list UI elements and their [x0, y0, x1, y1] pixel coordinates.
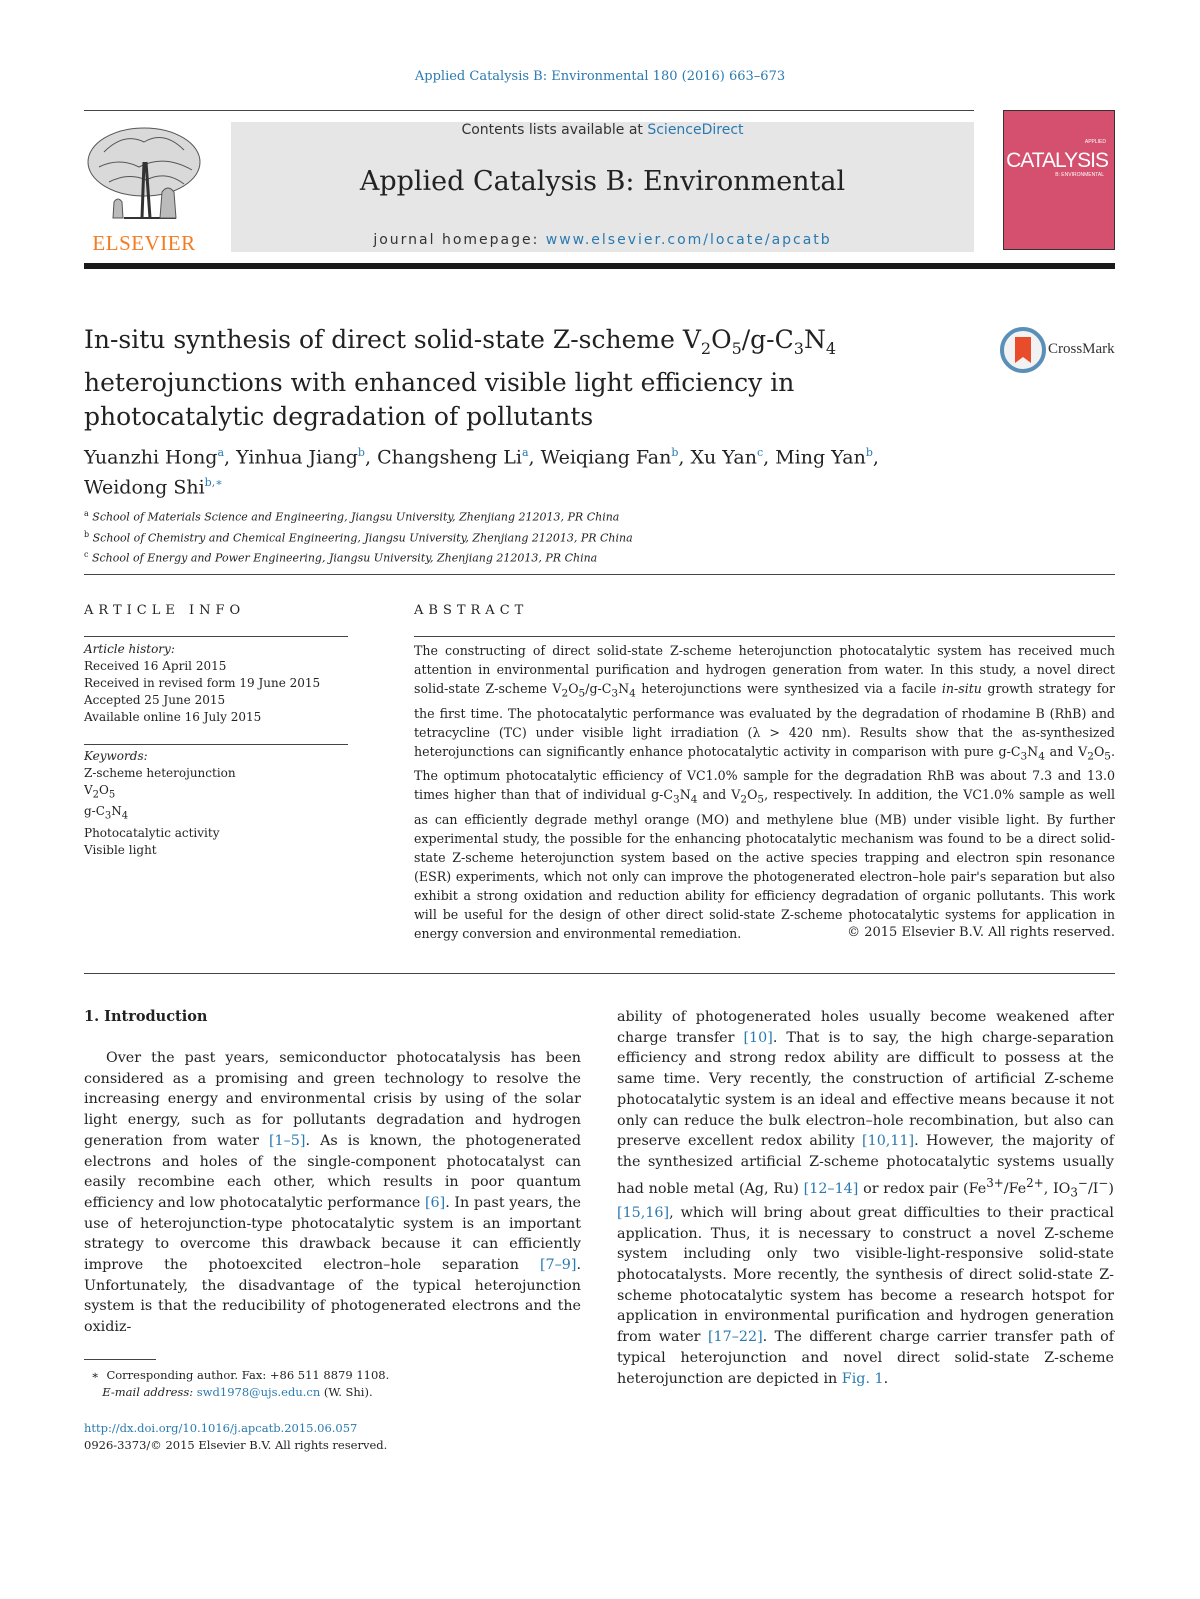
- affiliation-list: [84, 505, 984, 567]
- author-affiliation-marker[interactable]: b: [357, 446, 365, 459]
- body-rule: [84, 973, 1115, 974]
- homepage-line: [231, 232, 974, 248]
- doi-block: [84, 1420, 484, 1454]
- citation-link[interactable]: [1–5]: [268, 1132, 306, 1149]
- history-item: Accepted 25 June 2015: [84, 693, 226, 707]
- citation-link[interactable]: [12–14]: [803, 1180, 859, 1197]
- email-line: [84, 1384, 484, 1401]
- journal-cover[interactable]: [1003, 110, 1115, 250]
- sciencedirect-link[interactable]: ScienceDirect: [647, 122, 744, 138]
- info-rule: [84, 744, 348, 745]
- header-thick-rule: [84, 263, 1115, 269]
- journal-citation[interactable]: Applied Catalysis B: Environmental 180 (2016) 663–673: [414, 69, 786, 84]
- cover-top-text: APPLIED: [1084, 139, 1106, 145]
- author-affiliation-marker[interactable]: a: [521, 446, 529, 459]
- author-affiliation-marker[interactable]: b,∗: [204, 476, 223, 490]
- affiliation-key: b: [84, 529, 90, 539]
- title-line-1: In-situ synthesis of direct solid-state Z-scheme $V_2O_5/g-C_3N_4$: [84, 325, 837, 358]
- author-separator: ,: [528, 446, 541, 469]
- section-rule: [84, 574, 1115, 575]
- affiliation-key: c: [84, 550, 89, 560]
- abstract-text: The constructing of direct solid-state Z-scheme heterojunction photocatalytic system has received much attention in environmental purification and hydrogen generation from water. In this study, a novel direct solid-state Z-scheme $V_2O_5/g-C_3N_4$ heterojunctions were synthesized via a facile in-situ growth strategy for the first time. The photocatalytic performance was evaluated by the degradation of rhodamine B (RhB) and tetracycline (TC) under visible light irradiation (λ > 420 nm). Results show that the as-synthesized heterojunctions can significantly enhance photocatalytic activity in comparison with pure $g-C_3N_4$ and $V_2O_5$. The optimum photocatalytic efficiency of VC1.0% sample for the degradation RhB was about 7.3 and 13.0 times higher than that of individual $g-C_3N_4$ and $V_2O_5$, respectively. In addition, the VC1.0% sample as well as can efficiently degrade methyl orange (MO) and methylene blue (MB) under visible light. By further experimental study, the possible for the enhancing photocatalytic mechanism was found to be a direct solid-state Z-scheme heterojunction system based on the active species trapping and electron spin resonance (ESR) experiments, which not only can improve the photogenerated electron–hole pair's separation but also exhibit a strong oxidation and reduction ability for efficiency degradation of organic pollutants. This work will be useful for the design of other direct solid-state Z-scheme photocatalytic systems for application in energy conversion and environmental remediation.: [414, 643, 1115, 941]
- contents-line: [231, 122, 974, 138]
- title-line-3: photocatalytic degradation of pollutants: [84, 402, 594, 431]
- keyword-item: Z-scheme heterojunction: [84, 766, 236, 780]
- author-separator: ,: [763, 446, 776, 469]
- keyword-item: $g-C_3N_4$: [84, 804, 129, 822]
- author-affiliation-marker[interactable]: c: [756, 446, 764, 459]
- author-affiliation-marker[interactable]: a: [217, 446, 225, 459]
- header-rule: [84, 110, 974, 111]
- crossmark-label: CrossMark: [1048, 341, 1115, 357]
- author-name[interactable]: Xu Yan: [690, 446, 757, 469]
- history-item: Received 16 April 2015: [84, 659, 227, 673]
- intro-column-left: Over the past years, semiconductor photocatalysis has been considered as a promising and green technology to resolve the increasing energy and environmental crisis by using of the solar light energy, such as for pollutants degradation and hydrogen generation from water [1–5]. As is known, the photogenerated electrons and holes of the single-component photocatalyst can easily recombine each other, which results in poor quantum efficiency and low photocatalytic performance [6]. In past years, the use of heterojunction-type photocatalytic system is an important strategy to overcome this drawback because it can efficiently improve the photoexcited electron–hole separation [7–9]. Unfortunately, the disadvantage of the typical heterojunction system is that the reducibility of photogenerated electrons and the oxidiz-: [84, 1050, 582, 1336]
- tree-icon: [84, 122, 204, 230]
- title-line-1-text: In-situ synthesis of direct solid-state Z-scheme V: [84, 325, 701, 354]
- affiliation: [84, 505, 984, 526]
- author-affiliation-marker[interactable]: b: [671, 446, 679, 459]
- author-name[interactable]: Ming Yan: [775, 446, 866, 469]
- history-item: Received in revised form 19 June 2015: [84, 676, 321, 690]
- keyword-item: $V_2O_5$: [84, 783, 116, 801]
- corresponding-text: Corresponding author. Fax: +86 511 8879 1108.: [106, 1368, 390, 1382]
- abstract-copyright: © 2015 Elsevier B.V. All rights reserved.: [847, 925, 1115, 940]
- journal-masthead: [231, 122, 974, 252]
- journal-title: Applied Catalysis B: Environmental: [359, 166, 846, 197]
- citation-link[interactable]: [10,11]: [862, 1133, 915, 1150]
- footnote-rule: [84, 1359, 156, 1360]
- cover-subtitle: B: ENVIRONMENTAL: [1055, 172, 1104, 178]
- keyword-item: Visible light: [84, 842, 157, 857]
- keyword-item: Photocatalytic activity: [84, 825, 220, 840]
- issn-line: 0926-3373/© 2015 Elsevier B.V. All rights reserved.: [84, 1438, 388, 1452]
- author-name[interactable]: Yuanzhi Hong: [84, 446, 218, 469]
- keywords-label: Keywords:: [84, 749, 148, 763]
- citation-link[interactable]: [15,16]: [617, 1204, 670, 1221]
- email-suffix: (W. Shi).: [320, 1385, 373, 1399]
- footnote: [84, 1367, 484, 1401]
- article-history: [84, 641, 354, 726]
- author-separator: ,: [872, 446, 879, 469]
- abstract-heading: ABSTRACT: [414, 603, 529, 618]
- figure-link[interactable]: Fig. 1: [841, 1370, 884, 1387]
- contents-prefix: Contents lists available at: [461, 122, 648, 138]
- affiliation: [84, 546, 984, 567]
- author-name[interactable]: Weiqiang Fan: [540, 446, 672, 469]
- intro-column-right: ability of photogenerated holes usually become weakened after charge transfer [10]. That is to say, the high charge-separation efficiency and strong redox ability are difficult to possess at the same time. Very recently, the construction of artificial Z-scheme photocatalytic system is an ideal and effective means because it not only can reduce the bulk electron–hole recombination, but also can preserve excellent redox ability [10,11]. However, the majority of the synthesized artificial Z-scheme photocatalytic systems usually had noble metal (Ag, Ru) [12–14] or redox pair ($Fe^{3+}/Fe^{2+}$, $IO_3^-/I^-$) [15,16], which will bring about great difficulties to their practical application. Thus, it is necessary to construct a novel Z-scheme system including only two visible-light-responsive solid-state photocatalysts. More recently, the synthesis of direct solid-state Z-scheme photocatalytic system has become a research hotspot for application in environmental purification and hydrogen generation from water [17–22]. The different charge carrier transfer path of typical heterojunction and novel direct solid-state Z-scheme heterojunction are depicted in Fig. 1.: [617, 1009, 1114, 1387]
- author-affiliation-marker[interactable]: b: [865, 446, 873, 459]
- info-rule: [84, 636, 348, 637]
- author-separator: ,: [364, 446, 378, 469]
- author-list: [84, 440, 984, 501]
- author-separator: ,: [678, 446, 691, 469]
- citation-link[interactable]: [6]: [424, 1194, 446, 1211]
- citation-link[interactable]: [17–22]: [707, 1329, 763, 1346]
- homepage-prefix: journal homepage:: [373, 232, 546, 248]
- elsevier-logo[interactable]: [84, 122, 204, 256]
- elsevier-wordmark: ELSEVIER: [92, 231, 196, 255]
- keywords: [84, 748, 354, 859]
- affiliation: [84, 526, 984, 547]
- affiliation-text: School of Chemistry and Chemical Engineering, Jiangsu University, Zhenjiang 212013, PR China: [92, 531, 633, 545]
- article-title: [84, 323, 944, 434]
- email-label: E-mail address:: [102, 1385, 194, 1399]
- title-line-2: heterojunctions with enhanced visible light efficiency in: [84, 368, 795, 397]
- crossmark-icon: [1000, 327, 1046, 373]
- history-item: Available online 16 July 2015: [84, 710, 262, 724]
- email-link[interactable]: swd1978@ujs.edu.cn: [196, 1385, 321, 1399]
- corresponding-author-note: ∗ Corresponding author. Fax: +86 511 8879 1108.: [84, 1368, 390, 1382]
- affiliation-text: School of Energy and Power Engineering, Jiangsu University, Zhenjiang 212013, PR China: [91, 551, 598, 565]
- introduction-heading: 1. Introduction: [84, 1008, 208, 1025]
- abstract-rule: [414, 636, 1115, 637]
- author-name[interactable]: Yinhua Jiang: [236, 446, 358, 469]
- doi-link[interactable]: http://dx.doi.org/10.1016/j.apcatb.2015.06.057: [84, 1421, 358, 1435]
- history-label: Article history:: [84, 642, 175, 656]
- citation-link[interactable]: [7–9]: [539, 1257, 577, 1274]
- author-name[interactable]: Weidong Shi: [84, 476, 205, 499]
- crossmark-badge[interactable]: [1000, 327, 1116, 373]
- author-separator: ,: [224, 446, 237, 469]
- author-name[interactable]: Changsheng Li: [377, 446, 522, 469]
- article-info-heading: ARTICLE INFO: [84, 603, 246, 618]
- homepage-link[interactable]: www.elsevier.com/locate/apcatb: [545, 232, 832, 248]
- citation-link[interactable]: [10]: [743, 1029, 773, 1046]
- cover-title: CATALYSIS: [1006, 149, 1108, 172]
- affiliation-text: School of Materials Science and Engineering, Jiangsu University, Zhenjiang 212013, PR China: [92, 510, 620, 524]
- affiliation-key: a: [84, 509, 89, 518]
